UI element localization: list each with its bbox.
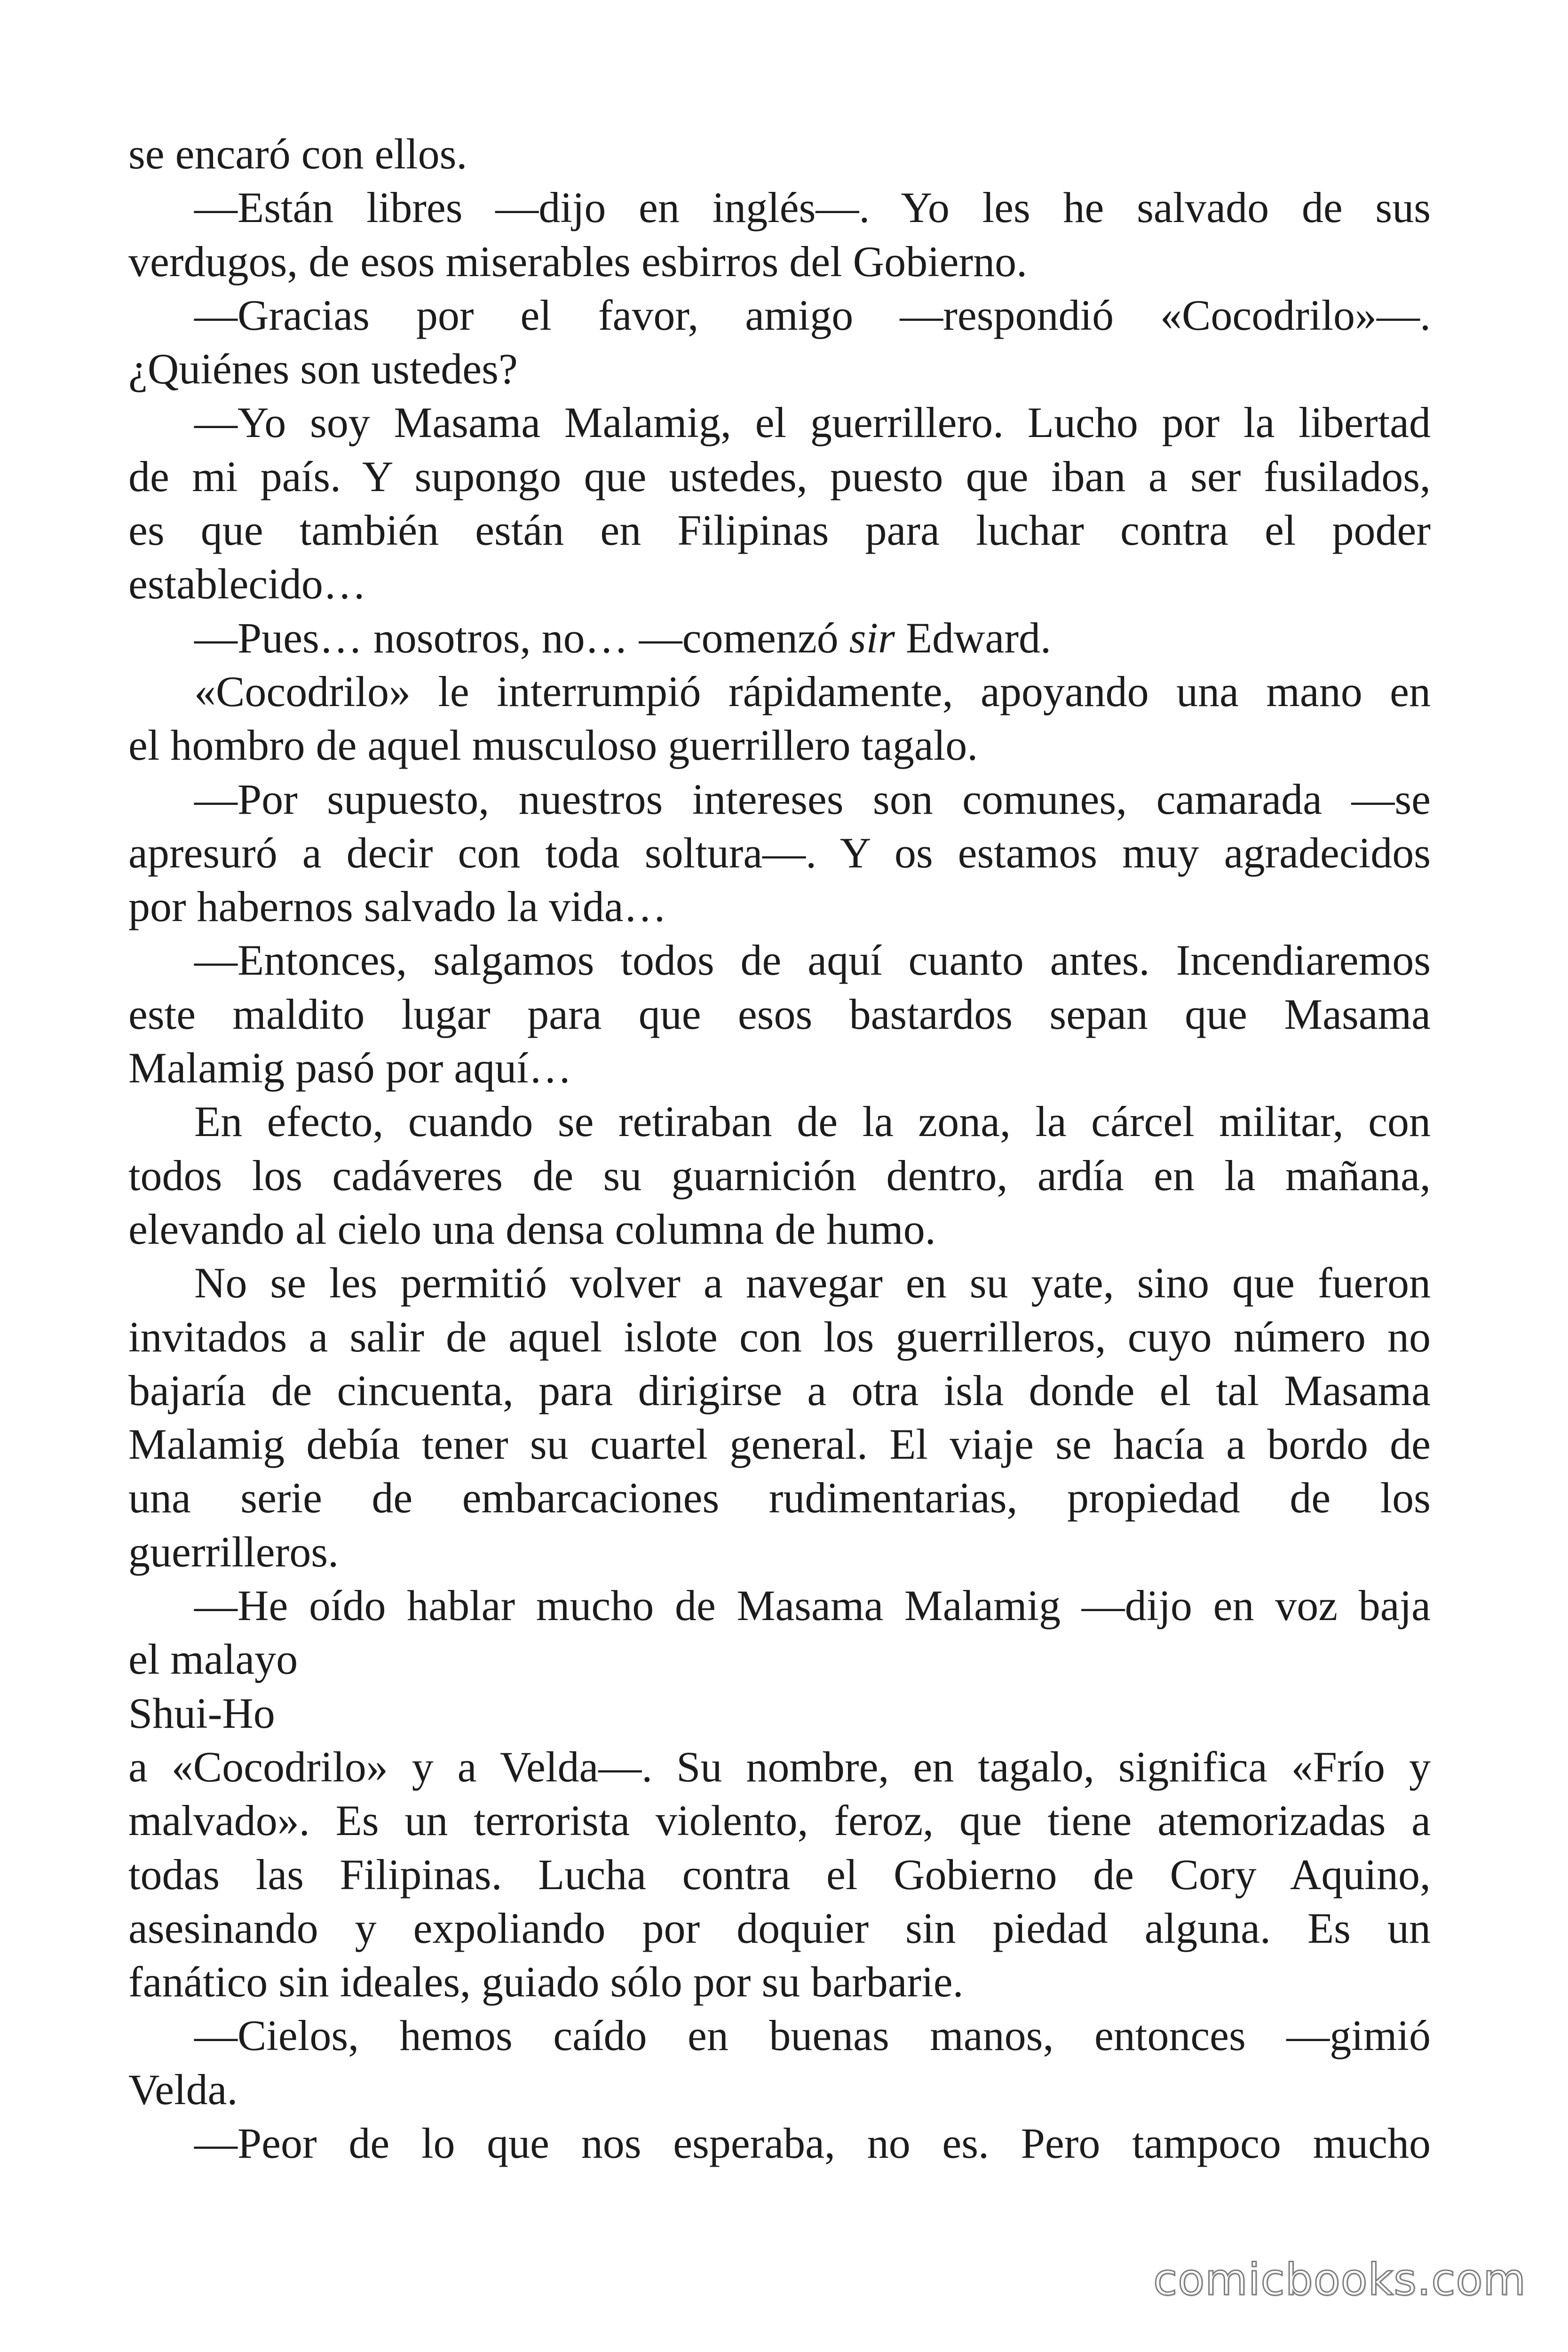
text-line: fanático sin ideales, guiado sólo por su barbarie.	[128, 1958, 964, 2006]
text-line: este maldito lugar para que esos bastardos sepan que Masama	[128, 990, 1431, 1038]
text-line: —Gracias por el favor, amigo —respondió «Cocodrilo»—.	[194, 291, 1431, 339]
text-line: una serie de embarcaciones rudimentarias, propiedad de los	[128, 1474, 1431, 1522]
text-segment: Edward.	[895, 613, 1051, 662]
text-line: guerrilleros.	[128, 1527, 339, 1576]
text-segment: —Pues… nosotros, no… —comenzó	[194, 613, 849, 662]
page-body-text	[128, 127, 1431, 2170]
text-line: —Cielos, hemos caído en buenas manos, entonces —gimió	[194, 2011, 1431, 2060]
text-line: Malamig debía tener su cuartel general. El viaje se hacía a bordo de	[128, 1420, 1431, 1469]
text-line: asesinando y expoliando por doquier sin piedad alguna. Es un	[128, 1904, 1431, 1952]
text-line: Velda.	[128, 2065, 238, 2114]
text-line: es que también están en Filipinas para luchar contra el poder	[128, 506, 1431, 555]
paragraph	[128, 772, 1431, 934]
paragraph	[128, 181, 1431, 288]
paragraph	[128, 2116, 1431, 2170]
paragraph	[128, 1256, 1431, 1579]
paragraph	[128, 933, 1431, 1095]
text-line: —Peor de lo que nos esperaba, no es. Pero tampoco mucho	[194, 2119, 1431, 2167]
text-line: bajaría de cincuenta, para dirigirse a otra isla donde el tal Masama	[128, 1366, 1431, 1414]
text-line: —Por supuesto, nuestros intereses son comunes, camarada —se	[194, 775, 1431, 823]
paragraph	[128, 2009, 1431, 2116]
watermark: comicbooks.com	[1153, 2254, 1526, 2305]
paragraph	[128, 396, 1431, 611]
text-line: malvado». Es un terrorista violento, feroz, que tiene atemorizadas a	[128, 1796, 1431, 1845]
text-line	[128, 611, 1431, 665]
italic-text: sir	[849, 613, 895, 662]
text-line: a «Cocodrilo» y a Velda—. Su nombre, en tagalo, significa «Frío y	[128, 1742, 1431, 1791]
text-line: establecido…	[128, 560, 366, 608]
paragraph	[128, 611, 1431, 665]
text-line: de mi país. Y supongo que ustedes, puesto que iban a ser fusilados,	[128, 452, 1431, 501]
text-line: apresuró a decir con toda soltura—. Y os estamos muy agradecidos	[128, 828, 1431, 877]
text-line: se encaró con ellos.	[128, 130, 467, 178]
text-line: Malamig pasó por aquí…	[128, 1044, 572, 1092]
text-line: todas las Filipinas. Lucha contra el Gobierno de Cory Aquino,	[128, 1850, 1431, 1899]
text-line: —Están libres —dijo en inglés—. Yo les he salvado de sus	[194, 183, 1431, 232]
text-line: elevando al cielo una densa columna de humo.	[128, 1205, 936, 1253]
text-line: verdugos, de esos miserables esbirros del Gobierno.	[128, 237, 1028, 286]
text-line: por habernos salvado la vida…	[128, 882, 667, 931]
text-line: Shui-Ho	[128, 1689, 275, 1737]
paragraph	[128, 1579, 1431, 2009]
text-line: el malayo	[128, 1635, 298, 1684]
text-line: el hombro de aquel musculoso guerrillero tagalo.	[128, 721, 978, 770]
text-line: —Yo soy Masama Malamig, el guerrillero. Lucho por la libertad	[194, 398, 1431, 447]
text-line: ¿Quiénes son ustedes?	[128, 345, 518, 393]
paragraph	[128, 288, 1431, 396]
text-line: invitados a salir de aquel islote con los guerrilleros, cuyo número no	[128, 1312, 1431, 1361]
text-line: En efecto, cuando se retiraban de la zona, la cárcel militar, con	[194, 1097, 1431, 1146]
text-line: —Entonces, salgamos todos de aquí cuanto antes. Incendiaremos	[194, 936, 1431, 985]
paragraph	[128, 1095, 1431, 1256]
paragraph	[128, 665, 1431, 772]
text-line: «Cocodrilo» le interrumpió rápidamente, apoyando una mano en	[194, 667, 1431, 715]
text-line: No se les permitió volver a navegar en su yate, sino que fueron	[194, 1259, 1431, 1307]
paragraph	[128, 127, 1431, 181]
text-line: todos los cadáveres de su guarnición dentro, ardía en la mañana,	[128, 1151, 1431, 1200]
text-line: —He oído hablar mucho de Masama Malamig —dijo en voz baja	[194, 1581, 1431, 1630]
